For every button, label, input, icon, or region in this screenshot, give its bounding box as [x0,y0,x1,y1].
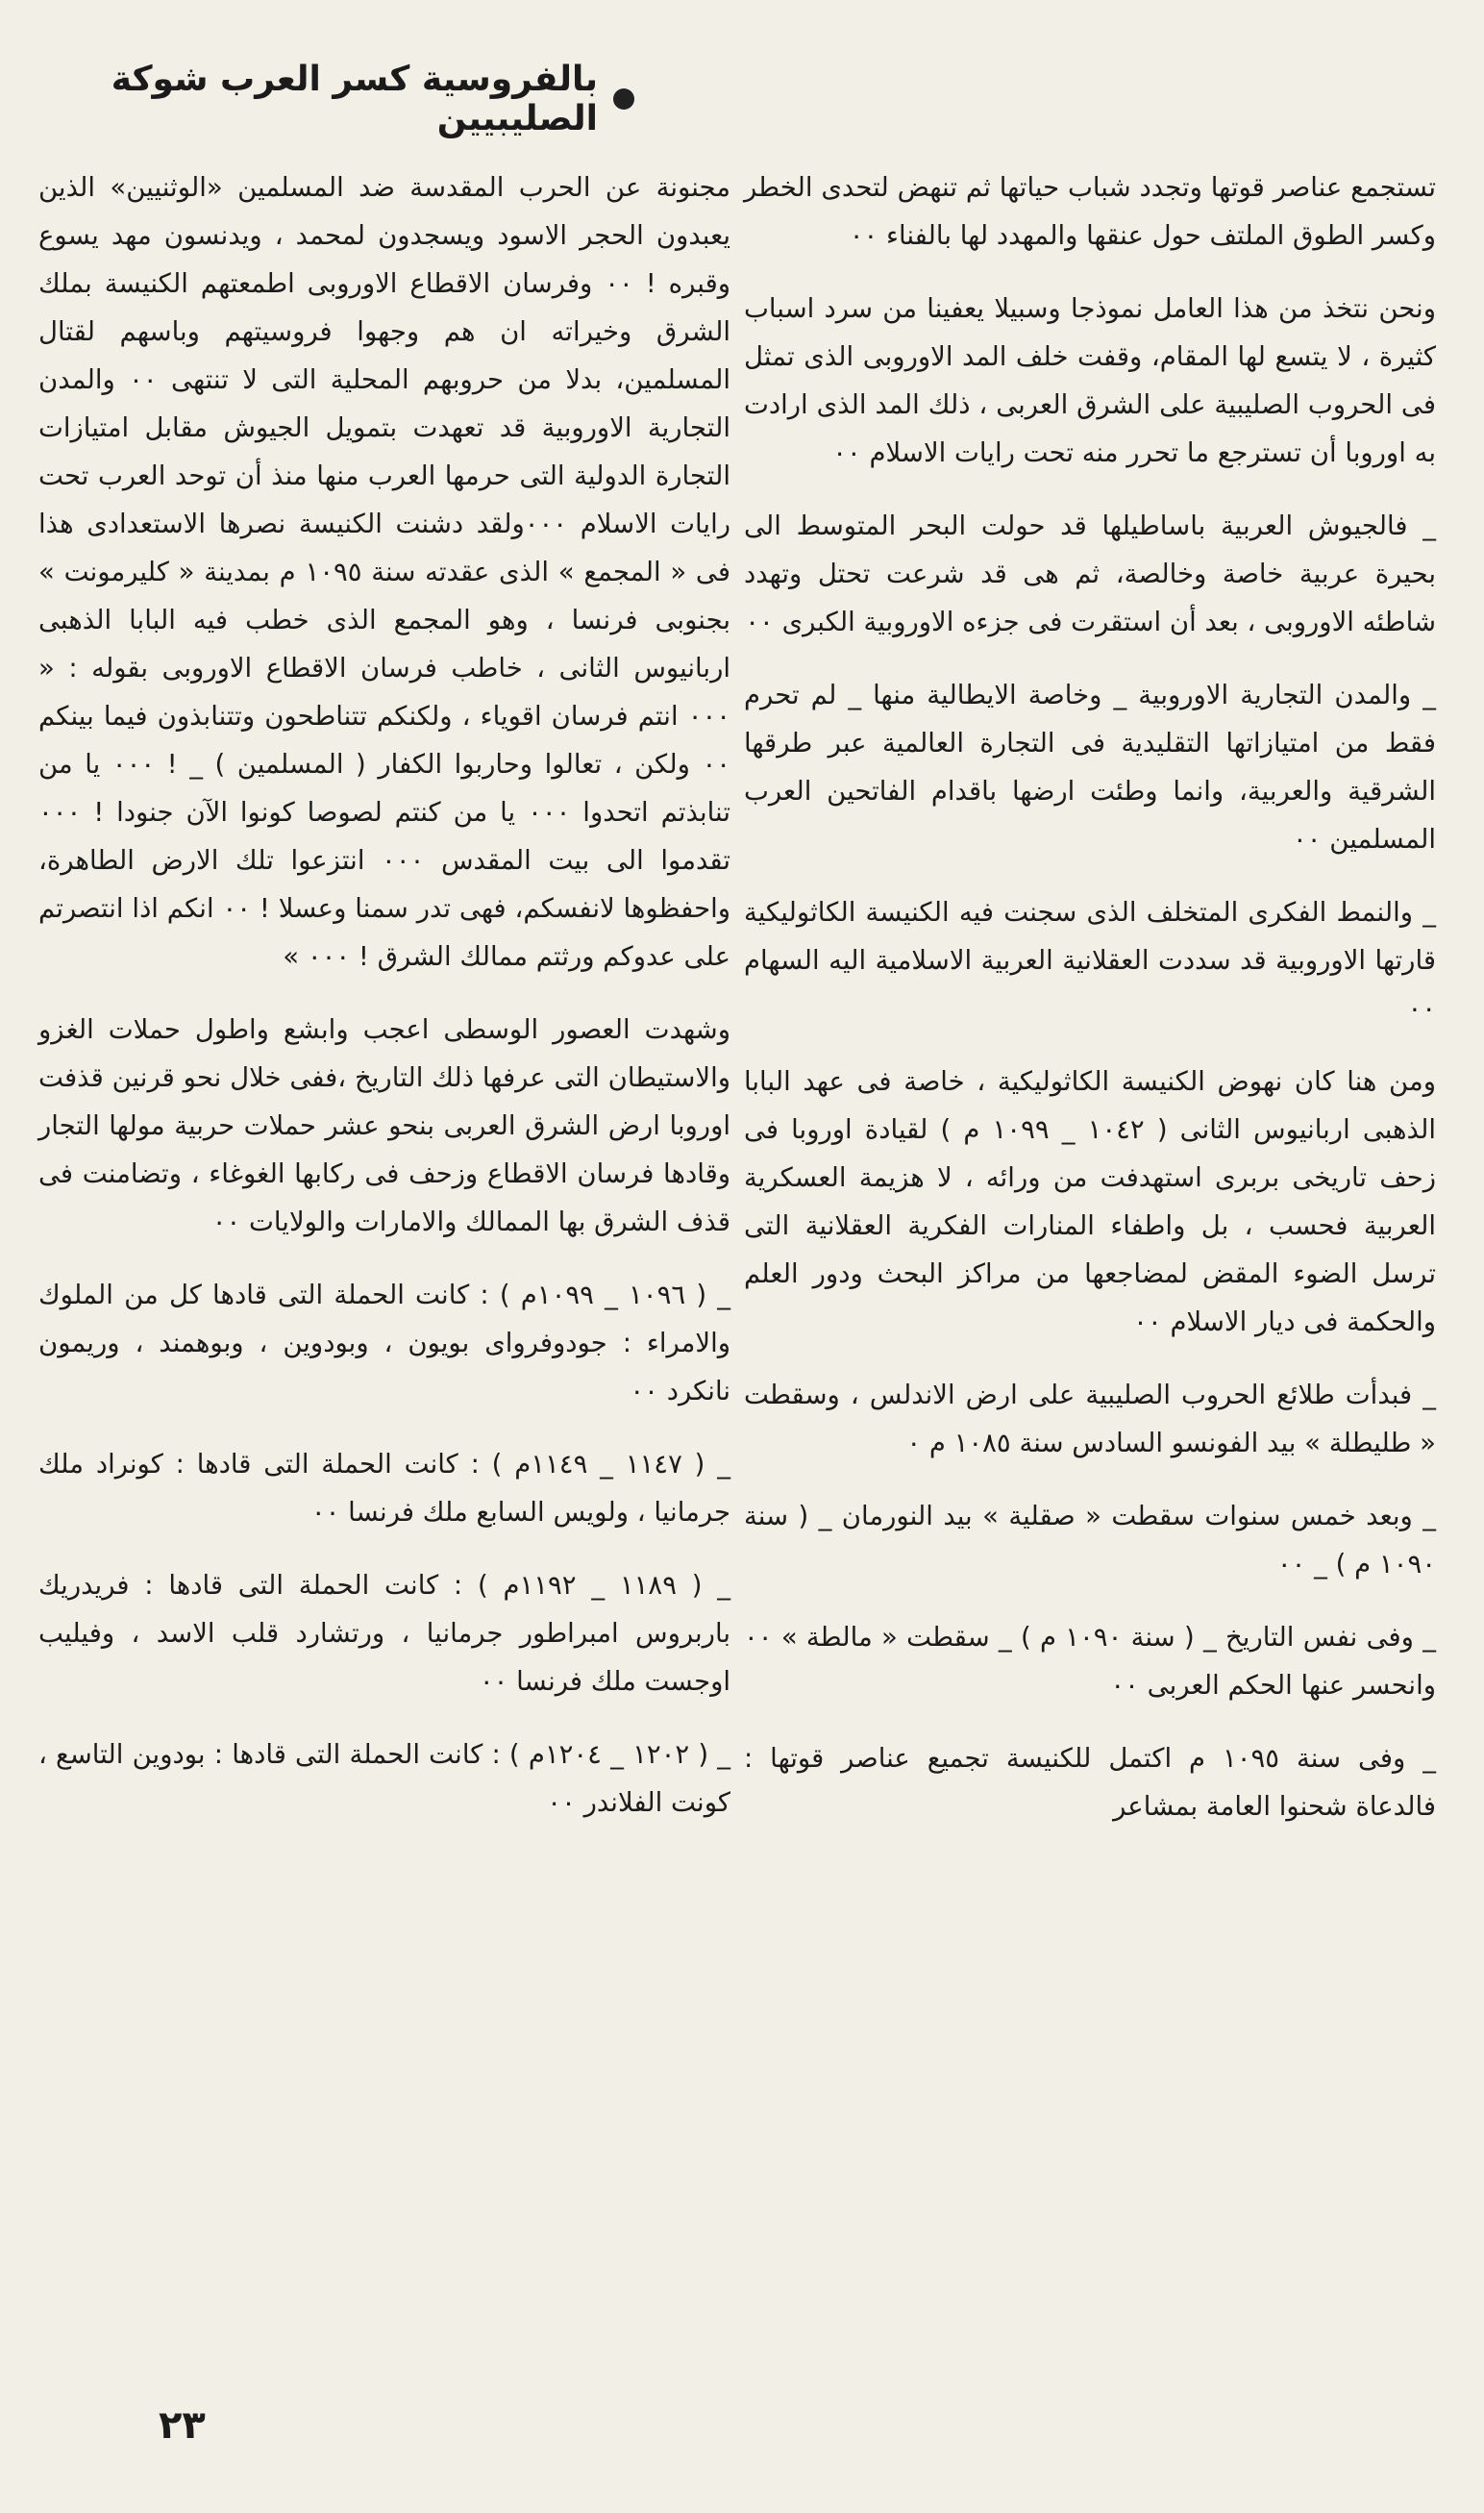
paragraph: وشهدت العصور الوسطى اعجب وابشع واطول حملات الغزو والاستيطان التى عرفها ذلك التاريخ ،ففى خلال نحو قرنين قذفت اوروبا ارض الشرق العربى بنحو عشر حملات حربية مولها التجار وقادها فرسان الاقطاع وزحف فى ركابها الغوغاء ، وتضامنت فى قذف الشرق بها الممالك والامارات والولايات ٠٠ [38,1014,730,1237]
right-column [744,163,1436,1855]
section-header [38,60,634,138]
paragraph: _ والنمط الفكرى المتخلف الذى سجنت فيه الكنيسة الكاثوليكية قارتها الاوروبية قد سددت العقلانية العربية الاسلامية اليه السهام ٠٠ [744,897,1436,1024]
left-column [38,163,730,1852]
paragraph: _ والمدن التجارية الاوروبية _ وخاصة الايطالية منها _ لم تحرم فقط من امتيازاتها التقليدية فى التجارة العالمية عبر طرقها الشرقية والعربية، وانما وطئت ارضها باقدام الفاتحين العرب المسلمين ٠٠ [744,680,1436,855]
paragraph: _ وبعد خمس سنوات سقطت « صقلية » بيد النورمان _ ( سنة ١٠٩٠ م ) _ ٠٠ [744,1501,1436,1580]
paragraph: _ ( ١١٤٧ _ ١١٤٩م ) : كانت الحملة التى قادها : كونراد ملك جرمانيا ، ولويس السابع ملك فرنسا ٠٠ [38,1449,730,1528]
paragraph: _ فالجيوش العربية باساطيلها قد حولت البحر المتوسط الى بحيرة عربية خاصة وخالصة، ثم هى قد شرعت تحتل وتهدد شاطئه الاوروبى ، بعد أن استقرت فى جزءه الاوروبية الكبرى ٠٠ [744,510,1436,637]
paragraph: ونحن نتخذ من هذا العامل نموذجا وسبيلا يعفينا من سرد اسباب كثيرة ، لا يتسع لها المقام، وقفت خلف المد الاوروبى الذى تمثل فى الحروب الصليبية على الشرق العربى ، ذلك المد الذى ارادت به اوروبا أن تسترجع ما تحرر منه تحت رايات الاسلام ٠٠ [744,293,1436,468]
paragraph: ومن هنا كان نهوض الكنيسة الكاثوليكية ، خاصة فى عهد البابا الذهبى اربانيوس الثانى ( ١٠٤٢ _ ١٠٩٩ م ) لقيادة اوروبا فى زحف تاريخى بربرى استهدفت من ورائه ، لا هزيمة العسكرية العربية فحسب ، بل واطفاء المنارات الفكرية العقلانية التى ترسل الضوء المقض لمضاجعها من مراكز البحث ودور العلم والحكمة فى ديار الاسلام ٠٠ [744,1066,1437,1337]
page-number: ٢٣ [159,2403,206,2448]
paragraph: _ فبدأت طلائع الحروب الصليبية على ارض الاندلس ، وسقطت « طليطلة » بيد الفونسو السادس سنة ١٠٨٥ م ٠ [744,1380,1436,1458]
paragraph: _ وفى نفس التاريخ _ ( سنة ١٠٩٠ م ) _ سقطت « مالطة » ٠٠ وانحسر عنها الحكم العربى ٠٠ [744,1622,1436,1701]
paragraph: مجنونة عن الحرب المقدسة ضد المسلمين «الوثنيين» الذين يعبدون الحجر الاسود ويسجدون لمحمد ، ويدنسون مهد يسوع وقبره ! ٠٠ وفرسان الاقطاع الاوروبى اطمعتهم الكنيسة بملك الشرق وخيراته ان هم وجهوا فروسيتهم وباسهم لقتال المسلمين، بدلا من حروبهم المحلية التى لا تنتهى ٠٠ والمدن التجارية الاوروبية قد تعهدت بتمويل الجيوش مقابل امتيازات التجارة الدولية التى حرمها العرب منها منذ أن توحد العرب تحت رايات الاسلام ٠٠٠ولقد دشنت الكنيسة نصرها الاستعدادى هذا فى « المجمع » الذى عقدته سنة ١٠٩٥ م بمدينة « كليرمونت » بجنوبى فرنسا ، وهو المجمع الذى خطب فيه البابا الذهبى اربانيوس الثانى ، خاطب فرسان الاقطاع الاوروبى بقوله : « ٠٠٠ انتم فرسان اقوياء ، ولكنكم تتناطحون وتتنابذون فيما بينكم ٠٠ ولكن ، تعالوا وحاربوا الكفار ( المسلمين ) _ ! ٠٠٠ يا من تنابذتم اتحدوا ٠٠٠ يا من كنتم لصوصا كونوا الآن جنودا ! ٠٠٠ تقدموا الى بيت المقدس ٠٠٠ انتزعوا تلك الارض الطاهرة، واحفظوها لانفسكم، فهى تدر سمنا وعسلا ! ٠٠ انكم اذا انتصرتم على عدوكم ورثتم ممالك الشرق ! ٠٠٠ » [38,172,731,972]
paragraph: _ وفى سنة ١٠٩٥ م اكتمل للكنيسة تجميع عناصر قوتها : فالدعاة شحنوا العامة بمشاعر [744,1743,1436,1822]
paragraph: _ ( ١١٨٩ _ ١١٩٢م ) : كانت الحملة التى قادها : فريدريك باربروس امبراطور جرمانيا ، ورتشارد قلب الاسد ، وفيليب اوجست ملك فرنسا ٠٠ [38,1570,731,1697]
paragraph: _ ( ١٢٠٢ _ ١٢٠٤م ) : كانت الحملة التى قادها : بودوين التاسع ، كونت الفلاندر ٠٠ [38,1739,731,1818]
paragraph: _ ( ١٠٩٦ _ ١٠٩٩م ) : كانت الحملة التى قادها كل من الملوك والامراء : جودوفرواى بويون ، وبودوين ، وبوهمند ، وريمون نانكرد ٠٠ [38,1280,730,1406]
section-title: بالفروسية كسر العرب شوكة الصليبيين [111,60,598,138]
bullet-icon [613,88,634,110]
paragraph: تستجمع عناصر قوتها وتجدد شباب حياتها ثم تنهض لتحدى الخطر وكسر الطوق الملتف حول عنقها والمهدد لها بالفناء ٠٠ [744,172,1436,251]
